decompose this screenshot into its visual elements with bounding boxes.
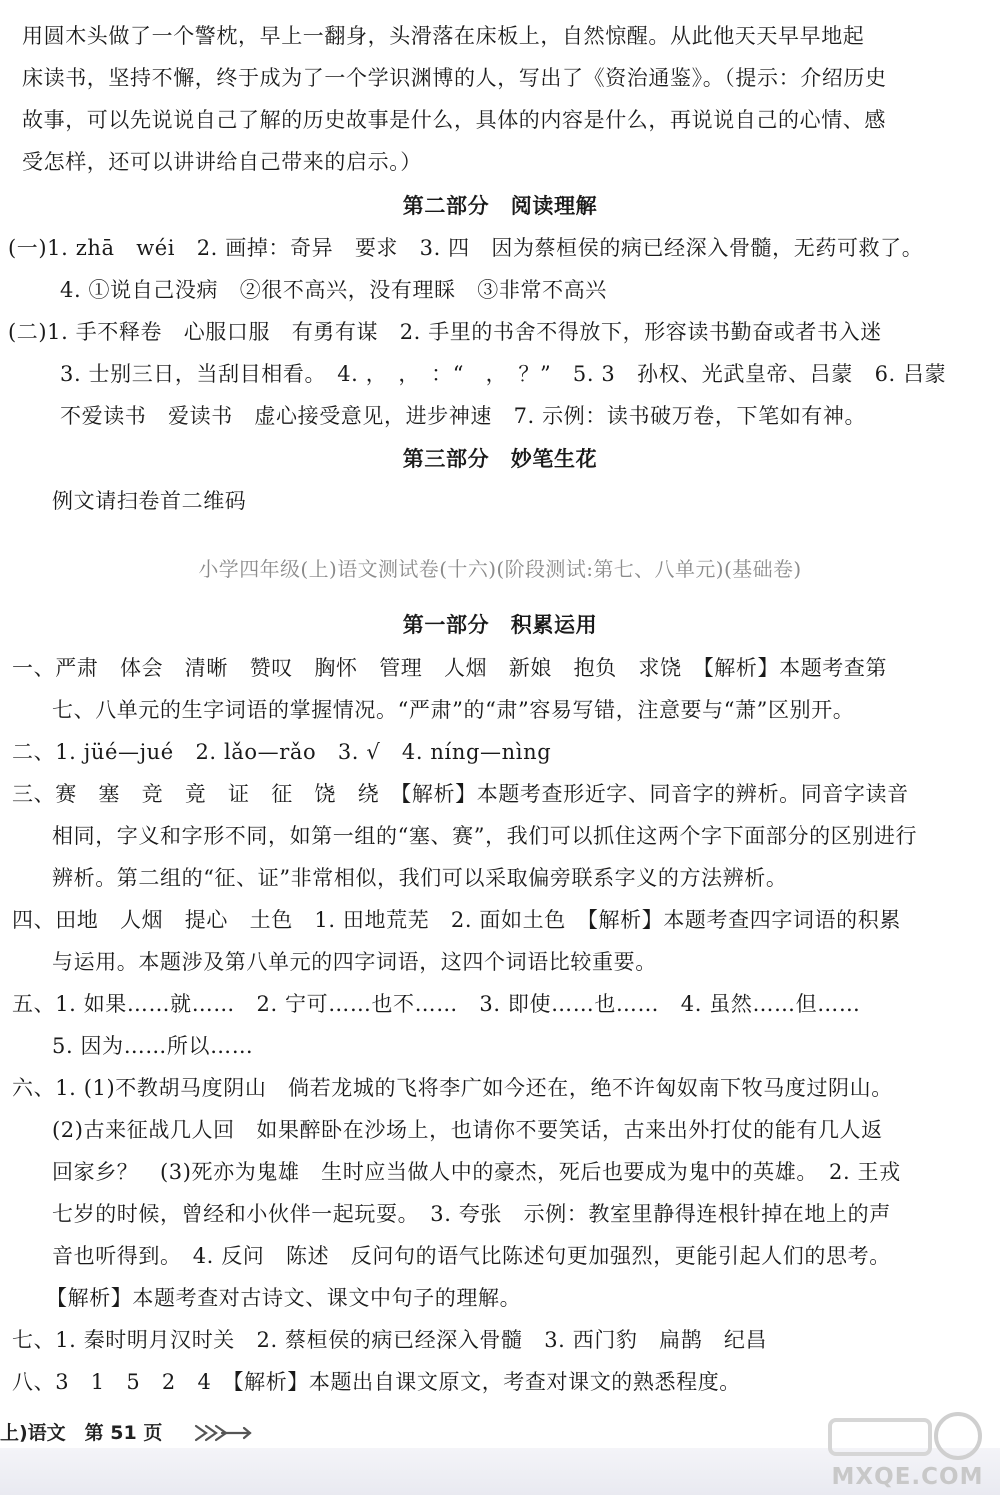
- reading-answer-1: (一)1. zhā wéi 2. 画掉：奇异 要求 3. 四 因为蔡桓侯的病已经深入骨髓，无药可救了。: [8, 236, 924, 260]
- intro-line-2: 床读书，坚持不懈，终于成为了一个学识渊博的人，写出了《资治通鉴》。（提示：介绍历史: [22, 66, 887, 90]
- intro-line-4: 受怎样，还可以讲讲给自己带来的启示。）: [22, 150, 422, 174]
- reading-answer-5: 不爱读书 爱读书 虚心接受意见，进步神速 7. 示例：读书破万卷，下笔如有神。: [60, 404, 867, 428]
- test-paper-title: 小学四年级(上)语文测试卷(十六)(阶段测试:第七、八单元)(基础卷): [198, 557, 802, 581]
- answer-line: 七岁的时候，曾经和小伙伴一起玩耍。 3. 夸张 示例：教室里静得连根针掉在地上的声: [52, 1202, 891, 1226]
- answer-line: 七、1. 秦时明月汉时关 2. 蔡桓侯的病已经深入骨髓 3. 西门豹 扁鹊 纪昌: [12, 1328, 768, 1352]
- answer-line: 与运用。本题涉及第八单元的四字词语，这四个词语比较重要。: [52, 950, 657, 974]
- answer-line: 四、田地 人烟 提心 土色 1. 田地荒芜 2. 面如土色 【解析】本题考查四字词语的积累: [12, 908, 901, 932]
- answer-line: 七、八单元的生字词语的掌握情况。“严肃”的“肃”容易写错，注意要与“萧”区别开。: [52, 698, 855, 722]
- answer-line: 三、赛 塞 竞 竟 证 征 饶 绕 【解析】本题考查形近字、同音字的辨析。同音字读音: [12, 782, 909, 806]
- writing-answer: 例文请扫卷首二维码: [52, 489, 247, 513]
- answer-line: 相同，字义和字形不同，如第一组的“塞、赛”，我们可以抓住这两个字下面部分的区别进行: [52, 824, 918, 848]
- answer-line: 五、1. 如果……就…… 2. 宁可……也不…… 3. 即使……也…… 4. 虽然……但……: [12, 992, 861, 1016]
- intro-line-3: 故事，可以先说说自己了解的历史故事是什么，具体的内容是什么，再说说自己的心情、感: [22, 108, 886, 132]
- answer-line: 二、1. jüé—jué 2. lǎo—rǎo 3. √ 4. níng—nìng: [12, 740, 552, 764]
- watermark: [820, 1410, 995, 1495]
- answer-line: 音也听得到。 4. 反问 陈述 反问句的语气比陈述句更加强烈，更能引起人们的思考。: [52, 1244, 891, 1268]
- answer-line: 八、3 1 5 2 4 【解析】本题出自课文原文，考查对课文的熟悉程度。: [12, 1370, 741, 1394]
- section-heading-accumulation: 第一部分 积累运用: [402, 613, 598, 637]
- answer-line: 六、1. (1)不教胡马度阴山 倘若龙城的飞将李广如今还在，绝不许匈奴南下牧马度过阴山。: [12, 1076, 893, 1100]
- intro-line-1: 用圆木头做了一个警枕，早上一翻身，头滑落在床板上，自然惊醒。从此他天天早早地起: [22, 24, 865, 48]
- answer-line: 辨析。第二组的“征、证”非常相似，我们可以采取偏旁联系字义的方法辨析。: [52, 866, 788, 890]
- section-heading-writing: 第三部分 妙笔生花: [402, 447, 598, 471]
- page-footer: [0, 1410, 1000, 1495]
- answer-line: 【解析】本题考查对古诗文、课文中句子的理解。: [46, 1286, 522, 1310]
- reading-answer-4: 3. 士别三日，当刮目相看。 4. ， ， ：“ ， ？” 5. 3 孙权、光武皇帝、吕蒙 6. 吕蒙: [60, 362, 947, 386]
- double-arrow-icon: [192, 1420, 256, 1446]
- watermark-logo-icon: [820, 1410, 995, 1466]
- reading-answer-2: 4. ①说自己没病 ②很不高兴，没有理睬 ③非常不高兴: [60, 278, 607, 302]
- section-heading-reading: 第二部分 阅读理解: [402, 194, 598, 218]
- watermark-url: MXQE.COM: [831, 1464, 984, 1490]
- answer-line: 5. 因为……所以……: [52, 1034, 254, 1058]
- answer-line: 回家乡？ (3)死亦为鬼雄 生时应当做人中的豪杰，死后也要成为鬼中的英雄。 2. 王戎: [52, 1160, 901, 1184]
- reading-answer-3: (二)1. 手不释卷 心服口服 有勇有谋 2. 手里的书舍不得放下，形容读书勤奋或者书入迷: [8, 320, 882, 344]
- answer-line: 一、严肃 体会 清晰 赞叹 胸怀 管理 人烟 新娘 抱负 求饶 【解析】本题考查第: [12, 656, 888, 680]
- page-number-label: 上)语文 第 51 页: [0, 1422, 163, 1444]
- answer-line: (2)古来征战几人回 如果醉卧在沙场上，也请你不要笑话，古来出外打仗的能有几人返: [52, 1118, 883, 1142]
